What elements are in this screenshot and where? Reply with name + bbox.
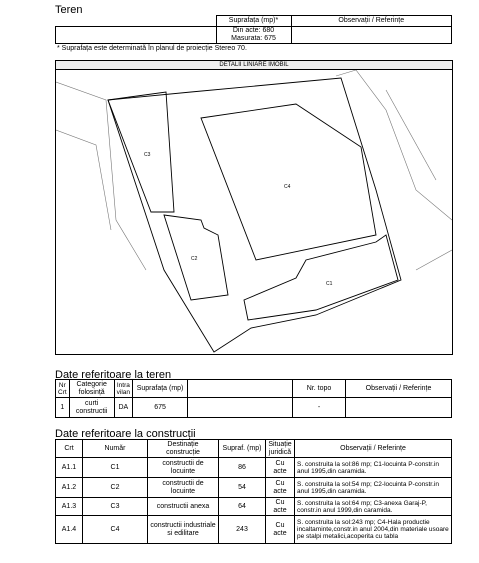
row-intravilan: DA xyxy=(114,398,132,418)
table-row xyxy=(56,516,452,544)
th-crt: Crt xyxy=(56,440,83,458)
suprafata-values xyxy=(216,27,291,44)
cell-supraf: 64 xyxy=(219,498,266,516)
cell-crt: A1.1 xyxy=(56,458,83,478)
cell-sit: Cu acte xyxy=(266,498,295,516)
th-destinatie: Destinație construcție xyxy=(148,440,219,458)
th-categorie: Categorie folosință xyxy=(69,380,114,398)
row-nr: 1 xyxy=(56,398,70,418)
th-supraf: Supraf. (mp) xyxy=(219,440,266,458)
date-teren-table xyxy=(55,379,452,418)
table-row xyxy=(56,478,452,498)
table-row xyxy=(56,498,452,516)
cell-dest: constructii de locuinte xyxy=(148,478,219,498)
th-observatii-c: Observații / Referințe xyxy=(295,440,452,458)
teren-heading: Teren xyxy=(55,4,83,16)
th-numar: Număr xyxy=(83,440,148,458)
th-intravilan: Intra vilan xyxy=(114,380,132,398)
row-suprafata: 675 xyxy=(133,398,188,418)
cell-sit: Cu acte xyxy=(266,458,295,478)
row-categorie: curti constructii xyxy=(69,398,114,418)
cell-supraf: 54 xyxy=(219,478,266,498)
date-teren-heading: Date referitoare la teren xyxy=(55,369,172,381)
cell-supraf: 243 xyxy=(219,516,266,544)
label-c3: C3 xyxy=(144,152,151,158)
table-row xyxy=(56,458,452,478)
row-blank xyxy=(188,398,293,418)
cell-crt: A1.2 xyxy=(56,478,83,498)
th-situatie: Situație juridică xyxy=(266,440,295,458)
row-obs xyxy=(346,398,452,418)
th-nrcrt: Nr Crt xyxy=(56,380,70,398)
cell-dest: constructii anexa xyxy=(148,498,219,516)
th-blank xyxy=(188,380,293,398)
plan-drawing xyxy=(56,70,452,355)
cell-crt: A1.3 xyxy=(56,498,83,516)
constructii-table xyxy=(55,439,452,544)
cell-numar: C1 xyxy=(83,458,148,478)
date-constructii-heading: Date referitoare la construcții xyxy=(55,428,196,440)
cell-crt: A1.4 xyxy=(56,516,83,544)
th-suprafata: Suprafața (mp) xyxy=(133,380,188,398)
cell-sit: Cu acte xyxy=(266,478,295,498)
cell-sit: Cu acte xyxy=(266,516,295,544)
masurata: Masurata: 675 xyxy=(231,35,276,42)
cell-numar: C4 xyxy=(83,516,148,544)
row-nrtopo: - xyxy=(293,398,346,418)
label-c4: C4 xyxy=(284,184,291,190)
th-nrtopo: Nr. topo xyxy=(293,380,346,398)
cell-obs: S. construita la sol:243 mp; C4-Hala productie incaltaminte,constr.in anul 2004,din materiale usoare pe stalpi metalici,acoperita cu tabla xyxy=(295,516,452,544)
cell-obs: S. construita la sol:64 mp; C3-anexa Garaj-P, constr.in anul 1999,din caramida. xyxy=(295,498,452,516)
cell-obs: S. construita la sol:86 mp; C1-locuinta P-constr.in anul 1995,din caramida. xyxy=(295,458,452,478)
din-acte: Din acte: 680 xyxy=(232,27,275,34)
cell-dest: constructii industriale si edilitare xyxy=(148,516,219,544)
th-observatii: Observații / Referințe xyxy=(346,380,452,398)
cell-numar: C3 xyxy=(83,498,148,516)
cell-supraf: 86 xyxy=(219,458,266,478)
label-c2: C2 xyxy=(191,256,198,262)
cell-dest: constructii de locuinte xyxy=(148,458,219,478)
col-observatii: Observații / Referințe xyxy=(291,16,452,27)
teren-table xyxy=(55,15,452,44)
plan-frame xyxy=(55,60,453,355)
col-suprafata: Suprafața (mp)* xyxy=(216,16,291,27)
footnote: * Suprafața este determinată în planul de proiecție Stereo 70. xyxy=(57,45,247,52)
cell-numar: C2 xyxy=(83,478,148,498)
plan-title: DETALII LINIARE IMOBIL xyxy=(56,61,452,70)
label-c1: C1 xyxy=(326,281,333,287)
cell-obs: S. construita la sol:54 mp; C2-locuinta P-constr.in anul 1995,din caramida. xyxy=(295,478,452,498)
